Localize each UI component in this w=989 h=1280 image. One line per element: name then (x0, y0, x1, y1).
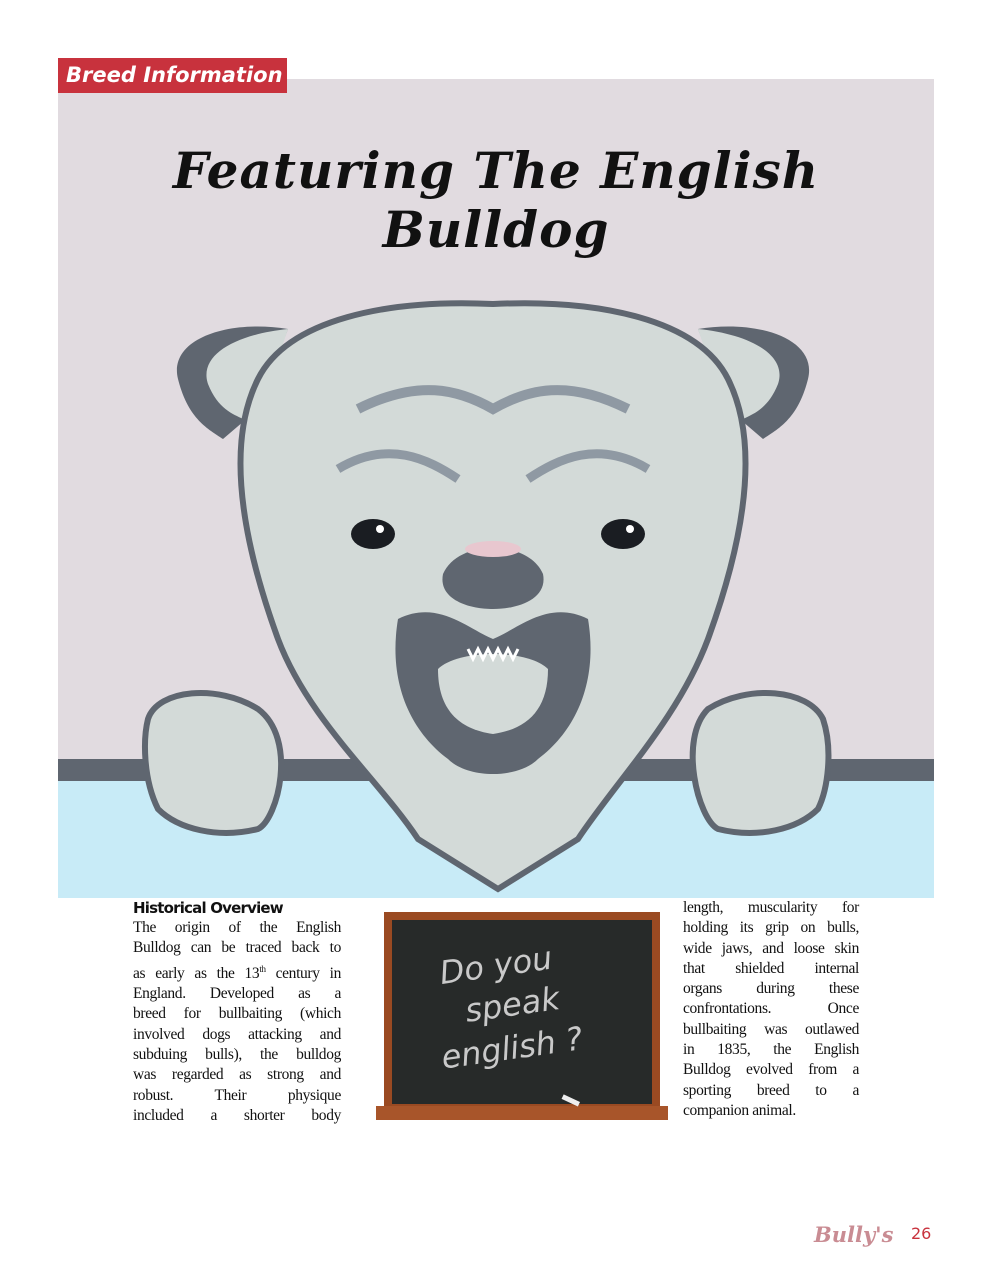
chalk-text-2: speak (462, 979, 562, 1030)
text-line: England. Developed as a (133, 985, 341, 1003)
hero-illustration (58, 79, 934, 898)
text-line: wide jaws, and loose skin (683, 939, 859, 957)
chalk-text-3: english ? (439, 1019, 586, 1077)
left-paw (145, 693, 281, 833)
right-paw (693, 693, 829, 833)
text-line: breed for bullbaiting (which (133, 1005, 341, 1023)
text-line: length, muscularity for (683, 899, 859, 916)
text-line: sporting breed to a (683, 1081, 859, 1099)
page-number: 26 (911, 1224, 932, 1243)
section-tag: Breed Information (58, 58, 287, 93)
text-line: robust. Their physique (133, 1086, 341, 1104)
text-line: Bulldog evolved from a (683, 1061, 859, 1079)
brand-logo: Bully's (814, 1222, 894, 1247)
text-fragment: as early as the 13 (133, 964, 260, 982)
text-line (133, 959, 341, 984)
text-line: confrontations. Once (683, 1000, 859, 1018)
text-line: involved dogs attacking and (133, 1025, 341, 1043)
text-line: organs during these (683, 980, 859, 998)
right-eye (601, 519, 645, 549)
text-fragment: century in (265, 964, 341, 982)
superscript: th (259, 963, 266, 974)
text-line: in 1835, the English (683, 1041, 859, 1059)
chalkboard-image (376, 912, 668, 1122)
chalk-text-1: Do you (437, 938, 555, 993)
left-eye (351, 519, 395, 549)
text-line: subduing bulls), the bulldog (133, 1045, 341, 1063)
feature-title: Featuring The English Bulldog (172, 141, 820, 259)
text-line: companion animal. (683, 1101, 796, 1119)
text-line: Bulldog can be traced back to (133, 939, 341, 957)
article-left-column (133, 898, 341, 1126)
text-line: holding its grip on bulls, (683, 919, 859, 937)
text-line: included a shorter body (133, 1106, 341, 1124)
text-line: The origin of the English (133, 919, 341, 936)
text-line: was regarded as strong and (133, 1066, 341, 1084)
text-line: that shielded internal (683, 959, 859, 977)
article-right-column (683, 898, 859, 1121)
section-heading: Historical Overview (133, 899, 283, 917)
text-line: bullbaiting was outlawed (683, 1020, 859, 1038)
